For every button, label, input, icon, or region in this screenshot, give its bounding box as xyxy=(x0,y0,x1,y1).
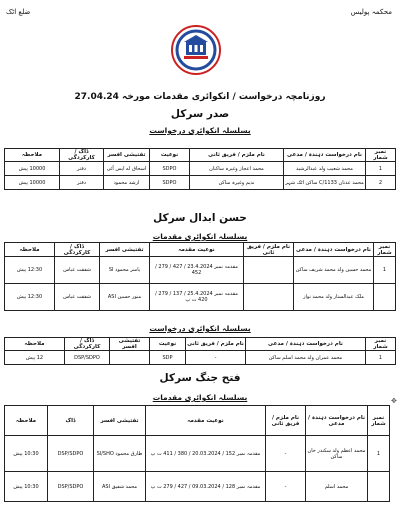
cell: شفقت عباس xyxy=(55,257,100,284)
cell: 1 xyxy=(366,162,396,176)
col-accused: نام ملزم / فریق ثانی xyxy=(266,406,306,436)
cell: محمد شفیق ASI xyxy=(94,472,146,502)
table-row xyxy=(5,351,396,365)
col-serial: نمبر شمار xyxy=(366,338,396,351)
cell: طارق محمود SI/SHO xyxy=(94,436,146,472)
col-case: نوعیت مقدمہ xyxy=(150,243,244,257)
cell xyxy=(244,257,294,284)
col-serial: نمبر شمار xyxy=(374,243,396,257)
cell: شفقت عباس xyxy=(55,284,100,311)
cell: ندیم وغیرہ ساکن xyxy=(190,176,284,190)
col-post: ڈاک / کارکردگی xyxy=(60,149,104,162)
col-post: ڈاک / کارکردگی xyxy=(65,338,110,351)
cell: ارشد محمود xyxy=(104,176,150,190)
cell: DSP/SDPO xyxy=(48,472,94,502)
cell: 1 xyxy=(368,436,390,472)
col-accused: نام ملزم / فریق ثانی xyxy=(244,243,294,257)
col-type: نوعیت xyxy=(150,149,190,162)
col-officer: تفتیشی افسر xyxy=(94,406,146,436)
col-serial: نمبر شمار xyxy=(368,406,390,436)
cell: 10:30 پیش xyxy=(5,436,48,472)
cell: محمد عدنان 1133/C ساکن اٹک شہر xyxy=(284,176,366,190)
section-4-circle: فتح جنگ سرکل xyxy=(159,372,241,384)
col-officer: تفتیشی افسر xyxy=(104,149,150,162)
col-type: نوعیت xyxy=(150,338,186,351)
section-1-table xyxy=(4,148,396,190)
section-2-table xyxy=(4,242,396,311)
cell: 10000 پیش xyxy=(5,176,60,190)
section-1-circle: صدر سرکل xyxy=(170,108,230,120)
cell: 10:30 پیش xyxy=(5,472,48,502)
cell: منور حسین ASI xyxy=(100,284,150,311)
cell: 12 پیش xyxy=(5,351,65,365)
cell: DSP/SDPO xyxy=(48,436,94,472)
section-2-circle: حسن ابدال سرکل xyxy=(153,212,247,224)
police-logo xyxy=(170,24,222,76)
table-row xyxy=(5,257,396,284)
table-row xyxy=(5,436,390,472)
district-label: ضلع اٹک xyxy=(6,8,31,16)
section-4-table xyxy=(4,405,390,502)
table-row xyxy=(5,162,396,176)
table-row xyxy=(5,176,396,190)
cell: اسحاق اے ایس آئی xyxy=(104,162,150,176)
cell xyxy=(110,351,150,365)
cell: 10000 پیش xyxy=(5,162,60,176)
col-serial: نمبر شمار xyxy=(366,149,396,162)
section-1-subtitle: بسلسلہ انکوائری درخواست xyxy=(149,126,251,135)
col-applicant: نام درخواست دہندہ / مدعی xyxy=(294,243,374,257)
cell xyxy=(374,284,396,311)
cell: DSP/SDPO xyxy=(65,351,110,365)
cell: 1 xyxy=(374,257,396,284)
col-applicant: نام درخواست دہندہ / مدعی xyxy=(284,149,366,162)
move-handle-icon[interactable]: ✥ xyxy=(391,397,397,405)
section-4-subtitle: بسلسلہ انکوائری مقدمات xyxy=(152,393,248,402)
cell xyxy=(244,284,294,311)
col-post: ڈاک xyxy=(48,406,94,436)
col-remarks: ملاحظہ xyxy=(5,243,55,257)
col-case: نوعیت مقدمہ xyxy=(146,406,266,436)
section-3-table xyxy=(4,337,396,365)
department-label: محکمہ پولیس xyxy=(350,8,392,16)
col-accused: نام ملزم / فریق ثانی xyxy=(190,149,284,162)
cell: - xyxy=(186,351,246,365)
col-applicant: نام درخواست دہندہ / مدعی xyxy=(306,406,368,436)
col-officer: تفتیشی افسر xyxy=(100,243,150,257)
col-remarks: ملاحظہ xyxy=(5,406,48,436)
main-title: روزنامچہ درخواست / انکوائری مقدمات مورخہ 27.04.24 xyxy=(74,92,326,102)
col-officer: تفتیشی افسر xyxy=(110,338,150,351)
cell: محمد اسلم xyxy=(306,472,368,502)
cell: ملک عبدالستار ولد محمد نواز xyxy=(294,284,374,311)
col-accused: نام ملزم / فریق ثانی xyxy=(186,338,246,351)
cell: محمد عمران ولد محمد اسلم ساکن xyxy=(246,351,366,365)
col-remarks: ملاحظہ xyxy=(5,149,60,162)
table-row xyxy=(5,472,390,502)
cell: SDPO xyxy=(150,176,190,190)
cell xyxy=(368,472,390,502)
cell: - xyxy=(266,436,306,472)
cell: 12:30 پیش xyxy=(5,257,55,284)
cell: - xyxy=(266,472,306,502)
cell: SDPO xyxy=(150,162,190,176)
col-applicant: نام درخواست دہندہ / مدعی xyxy=(246,338,366,351)
cell: SDP xyxy=(150,351,186,365)
cell: 1 xyxy=(366,351,396,365)
cell: مقدمہ نمبر 25.4.2024 / 137 / 279 / 420 ت پ xyxy=(150,284,244,311)
cell: مقدمہ نمبر 152 / 20.03.2024 / 380 / 411 ت پ xyxy=(146,436,266,472)
col-remarks: ملاحظہ xyxy=(5,338,65,351)
cell: دفتر xyxy=(60,176,104,190)
table-row xyxy=(5,284,396,311)
cell: محمد شعیب ولد عبدالرشید xyxy=(284,162,366,176)
cell: 12:30 پیش xyxy=(5,284,55,311)
cell: محمد حسین ولد محمد شریف ساکن xyxy=(294,257,374,284)
cell: مقدمہ نمبر 23.4.2024 / 427 / 279 / 452 xyxy=(150,257,244,284)
cell: یاسر محمود SI xyxy=(100,257,150,284)
cell: دفتر xyxy=(60,162,104,176)
cell: محمد اعظم ولد سکندر خان ساکن xyxy=(306,436,368,472)
cell: محمد اعجاز وغیرہ ساکنان xyxy=(190,162,284,176)
section-2-subtitle: بسلسلہ انکوائری مقدمات xyxy=(152,232,248,241)
col-post: ڈاک / کارکردگی xyxy=(55,243,100,257)
cell: 2 xyxy=(366,176,396,190)
section-3-subtitle: بسلسلہ انکوائری درخواست xyxy=(149,324,251,333)
cell: مقدمہ نمبر 128 / 09.03.2024 / 427 / 279 ت پ xyxy=(146,472,266,502)
